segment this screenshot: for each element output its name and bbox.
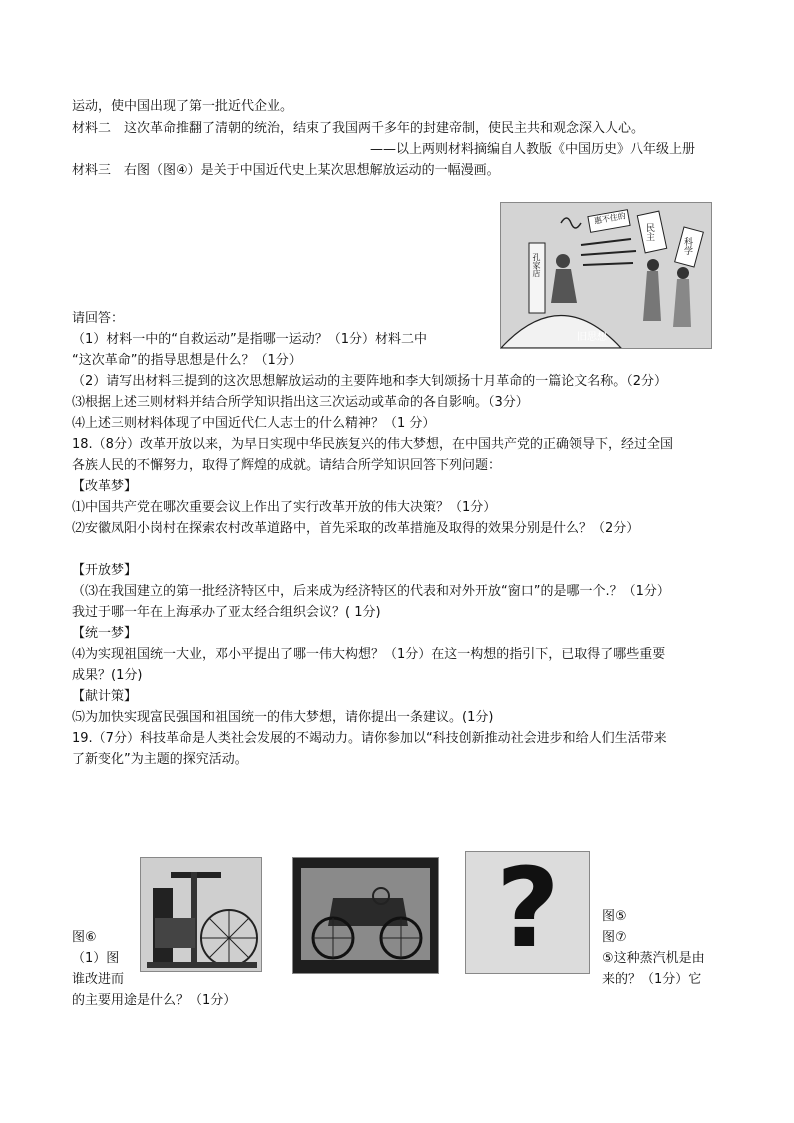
text-line-19-q1e: 的主要用途是什么？（1分） (72, 993, 237, 1008)
text-line-q1b: “这次革命”的指导思想是什么？（1分） (72, 353, 302, 368)
text-line-19-q1a: （1）图 (72, 951, 120, 966)
fig5-label: 图⑤ (602, 909, 627, 924)
cartoon-banner-right: 科学 (682, 237, 692, 255)
text-line-18-q5: ⑸为加快实现富民强国和祖国统一的伟大梦想，请你提出一条建议。(1分) (72, 710, 494, 725)
fig6-label: 图⑥ (72, 930, 97, 945)
fig7-label: 图⑦ (602, 930, 627, 945)
steam-engine-figure (140, 857, 262, 972)
text-line-q4: ⑷上述三则材料体现了中国近代仁人志士的什么精神？（1 分） (72, 416, 436, 431)
text-line-source: ——以上两则材料摘编自人教版《中国历史》八年级上册 (370, 142, 696, 157)
cartoon-figure (500, 202, 712, 349)
text-line-q3: ⑶根据上述三则材料并结合所学知识指出这三次运动或革命的各自影响。（3分） (72, 395, 529, 410)
question-mark-icon: ? (496, 851, 560, 972)
text-line-1: 运动，使中国出现了第一批近代企业。 (72, 99, 294, 114)
text-line-material-2: 材料二 这次革命推翻了清朝的统治，结束了我国两千多年的封建帝制，使民主共和观念深入人心。 (72, 121, 645, 136)
text-line-18-q4: ⑷为实现祖国统一大业，邓小平提出了哪一伟大构想？（1分）在这一构想的指引下，已取得了哪些重要 (72, 647, 666, 662)
text-line-19-q1b: ⑤这种蒸汽机是由 (602, 951, 705, 966)
question-figure (465, 851, 590, 974)
cartoon-sign-text: 惠不住的 (593, 211, 627, 226)
section-heading-unify: 【统一梦】 (72, 626, 138, 641)
steam-engine-illustration (141, 858, 261, 971)
cartoon-banner-left: 民主 (644, 223, 654, 241)
early-car-figure (292, 857, 439, 974)
text-line-18-q1: ⑴中国共产党在哪次重要会议上作出了实行改革开放的伟大决策？（1分） (72, 500, 497, 515)
text-line-q2: （2）请写出材料三提到的这次思想解放运动的主要阵地和李大钊颂扬十月革命的一篇论文名称。（2分） (72, 374, 668, 389)
section-heading-advice: 【献计策】 (72, 689, 138, 704)
text-line-19-q1c: 谁改进而 (72, 972, 125, 987)
text-line-answer-prompt: 请回答： (72, 311, 125, 326)
text-line-18-intro-2: 各族人民的不懈努力，取得了辉煌的成就。请结合所学知识回答下列问题： (72, 458, 502, 473)
early-car-illustration (293, 858, 438, 973)
text-line-18-q3b: 我过于哪一年在上海承办了亚太经合组织会议？( 1分) (72, 605, 381, 620)
text-line-19-intro-2: 了新变化”为主题的探究活动。 (72, 752, 248, 767)
cartoon-caption: 旧思想 (577, 332, 607, 343)
text-line-18-q4b: 成果？(1分) (72, 668, 143, 683)
text-line-19-intro: 19.（7分）科技革命是人类社会发展的不竭动力。请你参加以“科技创新推动社会进步和给人们生活带来 (72, 731, 667, 746)
text-line-q1a: （1）材料一中的“自救运动”是指哪一运动？（1分）材料二中 (72, 332, 428, 347)
text-line-19-q1d: 来的？（1分）它 (602, 972, 702, 987)
section-heading-reform: 【改革梦】 (72, 479, 138, 494)
text-line-18-q2: ⑵安徽凤阳小岗村在探索农村改革道路中，首先采取的改革措施及取得的效果分别是什么？（2分） (72, 521, 640, 536)
section-heading-open: 【开放梦】 (72, 563, 138, 578)
text-line-18-intro: 18.（8分）改革开放以来，为早日实现中华民族复兴的伟大梦想，在中国共产党的正确领导下，经过全国 (72, 437, 673, 452)
text-line-material-3: 材料三 右图（图④）是关于中国近代史上某次思想解放运动的一幅漫画。 (72, 163, 500, 178)
cartoon-pillar-text: 孔家店 (532, 253, 541, 277)
text-line-18-q3: （⑶在我国建立的第一批经济特区中，后来成为经济特区的代表和对外开放“窗口”的是哪一个.？（1分） (72, 584, 670, 599)
